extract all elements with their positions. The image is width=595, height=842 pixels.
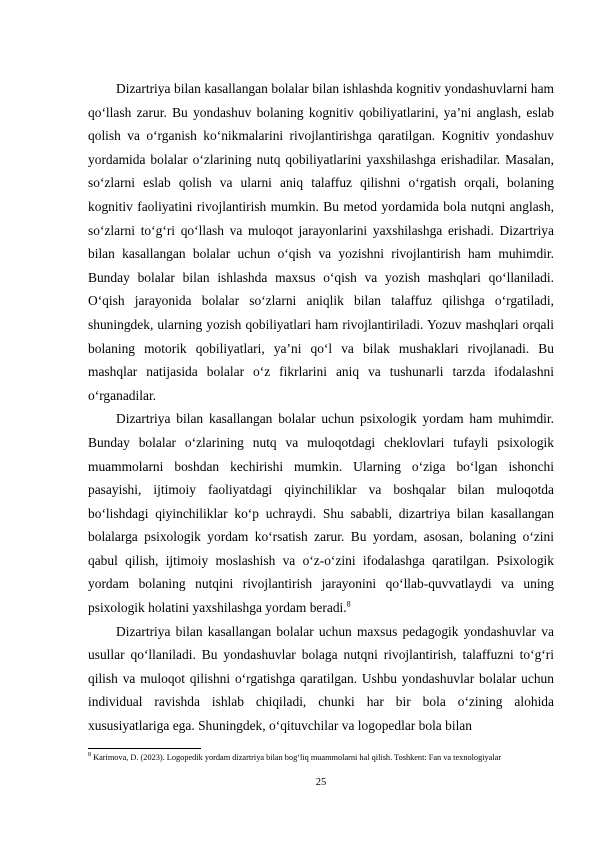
footnote bbox=[88, 752, 554, 763]
paragraph-text: Dizartriya bilan kasallangan bolalar bilan ishlashda kognitiv yondashuvlarni ham qo‘llash zarur. Bu yondashuv bolaning kognitiv qobiliyatlarini, ya’ni anglash, eslab qolish va o‘rganish ko‘nikmalarini rivojlantirishga qaratilgan. Kognitiv yondashuv yordamida bolalar o‘zlarining nutq qobiliyatlarini yaxshilashga erishadilar. Masalan, so‘zlarni eslab qolish va ularni aniq talaffuz qilishni o‘rgatish orqali, bolaning kognitiv faoliyatini rivojlantirish mumkin. Bu metod yordamida bola nutqni anglash, so‘zlarni to‘g‘ri qo‘llash va muloqot jarayonlarini yaxshilashga erishadi. Dizartriya bilan kasallangan bolalar uchun o‘qish va yozishni rivojlantirish ham muhimdir. Bunday bolalar bilan ishlashda maxsus o‘qish va yozish mashqlari qo‘llaniladi. O‘qish jarayonida bolalar so‘zlarni aniqlik bilan talaffuz qilishga o‘rgatiladi, shuningdek, ularning yozish qobiliyatlari ham rivojlantiriladi. Yozuv mashqlari orqali bolaning motorik qobiliyatlari, ya’ni qo‘l va bilak mushaklari rivojlanadi. Bu mashqlar natijasida bolalar o‘z fikrlarini aniq va tushunarli tarzda ifodalashni o‘rganadilar. bbox=[88, 81, 554, 403]
paragraph-pedagogical-approach bbox=[88, 620, 554, 738]
footnote-separator bbox=[88, 748, 201, 749]
paragraph-cognitive-approach bbox=[88, 77, 554, 407]
footnote-reference[interactable]: 8 bbox=[346, 599, 351, 609]
footnote-text: Karimova, D. (2023). Logopedik yordam dizartriya bilan bog‘liq muammolarni hal qilish. Toshkent: Fan va texnologiyalar bbox=[93, 753, 502, 762]
page-number: 25 bbox=[315, 777, 327, 788]
paragraph-psychological-support bbox=[88, 407, 554, 619]
paragraph-text: Dizartriya bilan kasallangan bolalar uchun maxsus pedagogik yondashuvlar va usullar qo‘llaniladi. Bu yondashuvlar bolaga nutqni rivojlantirish, talaffuzni to‘g‘ri qilish va muloqot qilishni o‘rgatishga qaratilgan. Ushbu yondashuvlar bolalar uchun individual ravishda ishlab chiqiladi, chunki har bir bola o‘zining alohida xususiyatlariga ega. Shuningdek, o‘qituvchilar va logopedlar bola bilan bbox=[88, 623, 554, 734]
body-text bbox=[88, 77, 554, 738]
footnote-number: 8 bbox=[88, 752, 91, 759]
paragraph-text: Dizartriya bilan kasallangan bolalar uchun psixologik yordam ham muhimdir. Bunday bolalar o‘zlarining nutq va muloqotdagi cheklovlari tufayli psixologik muammolarni boshdan kechirishi mumkin. Ularning o‘ziga bo‘lgan ishonchi pasayishi, ijtimoiy faoliyatdagi qiyinchiliklar va boshqalar bilan muloqotda bo‘lishdagi qiyinchiliklar ko‘p uchraydi. Shu sababli, dizartriya bilan kasallangan bolalarga psixologik yordam ko‘rsatish zarur. Bu yordam, asosan, bolaning o‘zini qabul qilish, ijtimoiy moslashish va o‘z-o‘zini ifodalashga qaratilgan. Psixologik yordam bolaning nutqini rivojlantirish jarayonini qo‘llab-quvvatlaydi va uning psixologik holatini yaxshilashga yordam beradi. bbox=[88, 411, 554, 616]
